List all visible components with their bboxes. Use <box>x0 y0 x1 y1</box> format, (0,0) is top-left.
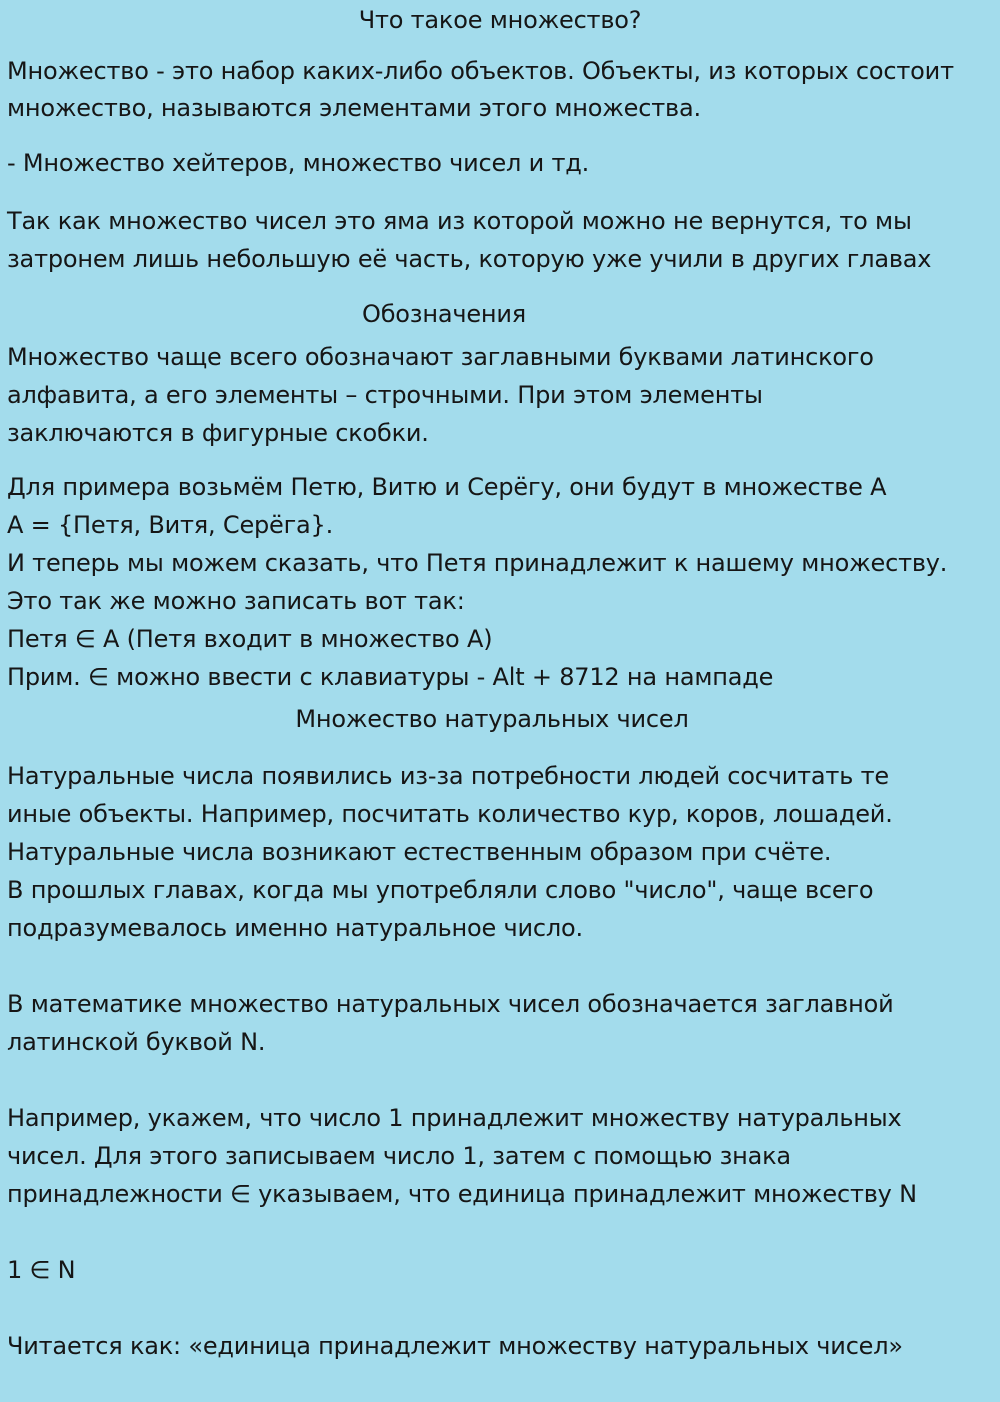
notation-n-line-1: В математике множество натуральных чисел обозначается заглавной <box>7 990 894 1018</box>
numbers-note-line-1: Так как множество чисел это яма из которой можно не вернутся, то мы <box>7 207 912 235</box>
formula: 1 ∈ N <box>7 1256 76 1284</box>
natural-line-1: Натуральные числа появились из-за потребности людей сосчитать те <box>7 762 889 790</box>
example-set-line-6: Прим. ∈ можно ввести с клавиатуры - Alt + 8712 на нампаде <box>7 663 774 691</box>
heading-natural-numbers: Множество натуральных чисел <box>295 705 689 733</box>
natural-line-4: В прошлых главах, когда мы употребляли слово "число", чаще всего <box>7 876 874 904</box>
membership-line-3: принадлежности ∈ указываем, что единица принадлежит множеству N <box>7 1180 917 1208</box>
definition-line-1: Множество - это набор каких-либо объектов. Объекты, из которых состоит <box>7 57 954 85</box>
example-line: - Множество хейтеров, множество чисел и тд. <box>7 149 590 177</box>
heading-what-is-set: Что такое множество? <box>358 6 642 34</box>
example-set-line-1: Для примера возьмём Петю, Витю и Серёгу, они будут в множестве А <box>7 473 887 501</box>
notation-line-3: заключаются в фигурные скобки. <box>7 419 429 447</box>
heading-notation: Обозначения <box>362 300 527 328</box>
notation-line-2: алфавита, а его элементы – строчными. При этом элементы <box>7 381 763 409</box>
numbers-note-line-2: затронем лишь небольшую её часть, которую уже учили в других главах <box>7 245 932 273</box>
example-set-line-5: Петя ∈ А (Петя входит в множество А) <box>7 625 493 653</box>
natural-line-5: подразумевалось именно натуральное число. <box>7 914 583 942</box>
definition-line-2: множество, называются элементами этого множества. <box>7 94 701 122</box>
reading-line: Читается как: «единица принадлежит множеству натуральных чисел» <box>7 1332 903 1360</box>
example-set-line-3: И теперь мы можем сказать, что Петя принадлежит к нашему множеству. <box>7 549 948 577</box>
natural-line-2: иные объекты. Например, посчитать количество кур, коров, лошадей. <box>7 800 893 828</box>
notation-n-line-2: латинской буквой N. <box>7 1028 266 1056</box>
example-set-line-4: Это так же можно записать вот так: <box>7 587 465 615</box>
natural-line-3: Натуральные числа возникают естественным образом при счёте. <box>7 838 832 866</box>
notation-line-1: Множество чаще всего обозначают заглавными буквами латинского <box>7 343 874 371</box>
membership-line-2: чисел. Для этого записываем число 1, затем с помощью знака <box>7 1142 791 1170</box>
example-set-line-2: А = {Петя, Витя, Серёга}. <box>7 511 334 539</box>
membership-line-1: Например, укажем, что число 1 принадлежит множеству натуральных <box>7 1104 902 1132</box>
